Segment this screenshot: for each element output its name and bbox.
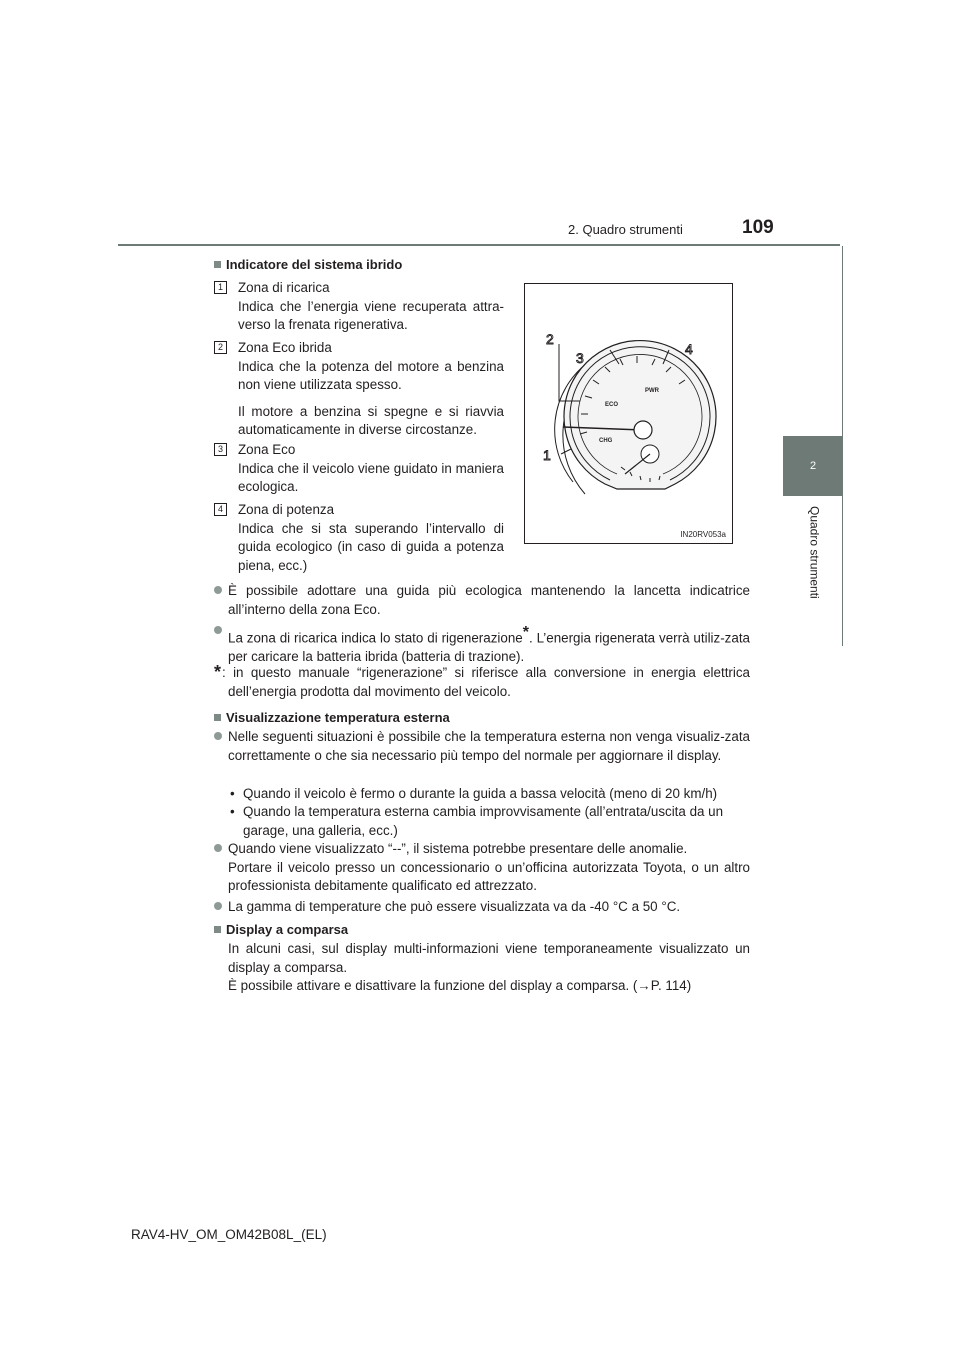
callout-2: 2 bbox=[546, 331, 554, 347]
number-badge: 2 bbox=[214, 341, 227, 354]
bullet-dot-icon bbox=[214, 586, 222, 594]
pwr-label: PWR bbox=[645, 388, 659, 394]
bullet-dot-icon bbox=[214, 902, 222, 910]
bullet-dot-icon bbox=[214, 626, 222, 634]
number-badge: 1 bbox=[214, 281, 227, 294]
bullet-item: La gamma di temperature che può essere visualizzata va da -40 °C a 50 °C. bbox=[214, 898, 750, 917]
list-item: 4 Zona di potenza Indica che si sta superando l’intervallo di guida ecologico (in caso di guida a potenza piena, ecc.) bbox=[214, 501, 504, 575]
section-square-icon bbox=[214, 714, 221, 721]
bullet-dot-icon bbox=[214, 844, 222, 852]
section-heading-popup-display: Display a comparsa bbox=[214, 921, 348, 939]
bullet-item: È possibile adottare una guida più ecologica mantenendo la lancetta indicatrice all’interno della zona Eco. bbox=[214, 582, 750, 619]
bullet-item: La zona di ricarica indica lo stato di rigenerazione*. L’energia rigenerata verrà utiliz-zata per caricare la batteria ibrida (batteria di trazione). bbox=[214, 622, 750, 666]
chapter-tab[interactable] bbox=[783, 436, 843, 496]
list-item: 3 Zona Eco Indica che il veicolo viene guidato in maniera ecologica. bbox=[214, 441, 504, 497]
footnote: * : in questo manuale “rigenerazione” si riferisce alla conversione in energia elettrica dell’energia prodotta dal movimento del veicolo. bbox=[214, 664, 750, 701]
section-heading-hybrid-indicator: Indicatore del sistema ibrido bbox=[214, 256, 402, 274]
number-badge: 4 bbox=[214, 503, 227, 516]
figure-code: IN20RV053a bbox=[680, 529, 726, 539]
section-square-icon bbox=[214, 261, 221, 268]
bullet-item: Quando viene visualizzato “--”, il sistema potrebbe presentare delle anomalie. Portare il veicolo presso un concessionario o un’officina autorizzata Toyota, o un altro professionista debitamente qualificato ed attrezzato. bbox=[214, 840, 750, 896]
footnote-marker: * bbox=[522, 624, 529, 641]
callout-4: 4 bbox=[685, 341, 693, 357]
chapter-number: 2 bbox=[809, 460, 817, 472]
sub-list-item: • Quando il veicolo è fermo o durante la guida a bassa velocità (meno di 20 km/h) bbox=[230, 786, 718, 801]
list-item: 2 Zona Eco ibrida Indica che la potenza del motore a benzina non viene utilizzata spesso. Il motore a benzina si spegne e si riavvia automaticamente in diverse circostanze. bbox=[214, 339, 504, 440]
chapter-label: Quadro strumenti bbox=[807, 506, 822, 599]
section-square-icon bbox=[214, 926, 221, 933]
callout-1: 1 bbox=[543, 447, 551, 463]
list-item: 1 Zona di ricarica Indica che l’energia viene recuperata attra-verso la frenata rigenerativa. bbox=[214, 279, 504, 335]
chg-label: CHG bbox=[599, 438, 613, 444]
callout-3: 3 bbox=[576, 350, 584, 366]
bullet-dot-icon bbox=[214, 732, 222, 740]
sub-list-item: • Quando la temperatura esterna cambia improvvisamente (all’entrata/uscita da un garage, una galleria, ecc.) bbox=[230, 804, 724, 838]
bullet-item: Nelle seguenti situazioni è possibile che la temperatura esterna non venga visualiz-zata correttamente o che sia necessario più tempo del normale per aggiornare il display. bbox=[214, 728, 750, 765]
eco-label: ECO bbox=[605, 402, 619, 408]
running-header-section: 2. Quadro strumenti bbox=[568, 222, 683, 237]
footnote-star: * bbox=[214, 662, 222, 682]
section-heading-outside-temp: Visualizzazione temperatura esterna bbox=[214, 709, 450, 727]
model-code-footer: RAV4-HV_OM_OM42B08L_(EL) bbox=[131, 1227, 327, 1242]
hybrid-gauge-illustration bbox=[525, 284, 732, 543]
hybrid-indicator-figure bbox=[524, 283, 733, 544]
page-number: 109 bbox=[742, 217, 774, 238]
popup-paragraph: In alcuni casi, sul display multi-informazioni viene temporaneamente visualizzato un display a comparsa. È possibile attivare e disattivare la funzione del display a comparsa. (→P. 114) bbox=[228, 941, 750, 993]
number-badge: 3 bbox=[214, 443, 227, 456]
header-divider bbox=[118, 244, 840, 246]
